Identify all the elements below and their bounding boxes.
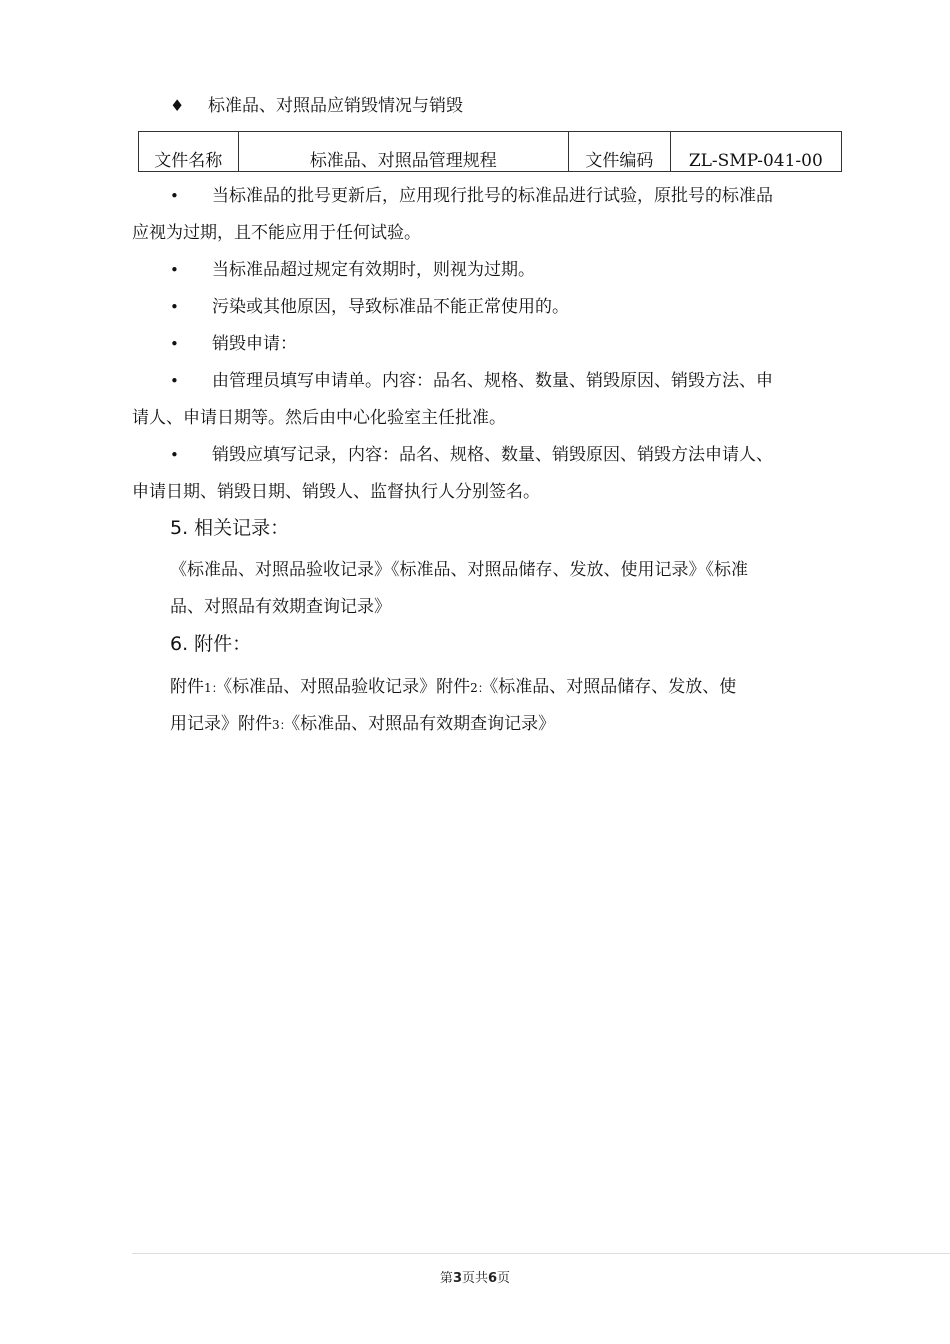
file-code-label: 文件编码 — [569, 132, 671, 172]
page-label: 第 — [439, 1271, 453, 1286]
page-label: 页共 — [461, 1271, 488, 1286]
section-marker-icon: ♦ — [170, 96, 185, 115]
bullet-icon: • — [170, 335, 179, 353]
section-5-title: 5. 相关记录： — [170, 517, 290, 539]
footer-divider — [132, 1253, 950, 1254]
section-6-text — [170, 676, 736, 699]
file-code-value: ZL-SMP-041-00 — [670, 132, 841, 172]
bullet-icon: • — [170, 298, 179, 316]
file-name-value: 标准品、对照品管理规程 — [238, 132, 568, 172]
bullet-icon: • — [170, 446, 179, 464]
page-label: 页 — [497, 1271, 511, 1286]
attachment-text: 用记录》附件 — [170, 714, 272, 734]
list-item: 当标准品的批号更新后，应用现行批号的标准品进行试验，原批号的标准品 — [212, 186, 773, 206]
table-row — [139, 132, 842, 172]
list-item: 由管理员填写申请单。内容：品名、规格、数量、销毁原因、销毁方法、申 — [212, 371, 773, 391]
section-5-text: 《标准品、对照品验收记录》《标准品、对照品储存、发放、使用记录》《标准 — [170, 560, 748, 580]
attachment-text: 附件 — [170, 677, 204, 697]
attachment-text: 《标准品、对照品验收记录》附件 — [223, 677, 471, 697]
current-page: 3 — [452, 1271, 462, 1286]
attachment-number: 1： — [204, 681, 224, 695]
attachment-number: 3： — [272, 718, 292, 732]
bullet-icon: • — [170, 261, 179, 279]
file-name-label: 文件名称 — [139, 132, 239, 172]
list-item: 销毁应填写记录，内容：品名、规格、数量、销毁原因、销毁方法申请人、 — [212, 445, 773, 465]
bullet-icon: • — [170, 187, 179, 205]
bullet-icon: • — [170, 372, 179, 390]
list-item: 销毁申请： — [212, 334, 297, 354]
section-header-text: 标准品、对照品应销毁情况与销毁 — [208, 96, 463, 116]
list-item: 当标准品超过规定有效期时，则视为过期。 — [212, 260, 535, 280]
section-6-text — [170, 713, 555, 736]
section-6-title: 6. 附件： — [170, 633, 252, 655]
total-pages: 6 — [488, 1271, 498, 1286]
list-item-continuation: 请人、申请日期等。然后由中心化验室主任批准。 — [132, 408, 506, 428]
list-item-continuation: 申请日期、销毁日期、销毁人、监督执行人分别签名。 — [132, 482, 540, 502]
attachment-text: 《标准品、对照品储存、发放、使 — [489, 677, 737, 697]
list-item: 污染或其他原因，导致标准品不能正常使用的。 — [212, 297, 569, 317]
page-number — [0, 1267, 950, 1286]
file-info-table — [138, 131, 842, 172]
section-5-text: 品、对照品有效期查询记录》 — [170, 597, 391, 617]
list-item-continuation: 应视为过期，且不能应用于任何试验。 — [132, 223, 421, 243]
attachment-number: 2： — [470, 681, 490, 695]
attachment-text: 《标准品、对照品有效期查询记录》 — [291, 714, 556, 734]
